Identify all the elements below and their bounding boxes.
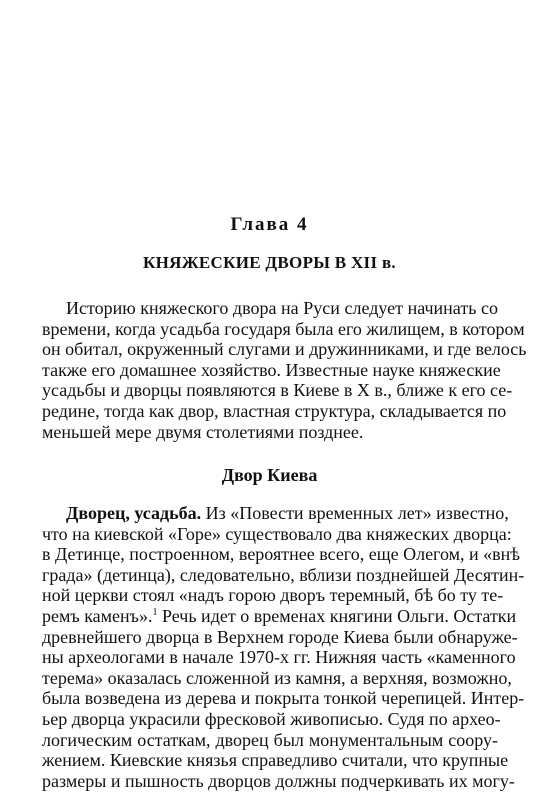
text-line: что на киевской «Горе» существовало два княжеских дворца: (42, 523, 512, 544)
footnote-marker[interactable]: 1 (152, 606, 158, 618)
text-line-first (42, 503, 509, 524)
run-in-heading: Дворец, усадьба. (66, 503, 202, 523)
text-line: логическим остаткам, дворец был монументальным соору- (42, 729, 498, 750)
text-line: Историю княжеского двора на Руси следует начинать со (66, 298, 498, 318)
text-line: размеры и пышность дворцов должны подчеркивать их могу- (42, 770, 515, 791)
text-line: также его домашнее хозяйство. Известные науке княжеские (42, 359, 501, 380)
text-line: ны археологами в начале 1970-х гг. Нижняя часть «каменного (42, 647, 516, 668)
text-line: древнейшего дворца в Верхнем городе Киева были обнаруже- (42, 626, 518, 647)
text-line: ьер дворца украсили фресковой живописью. Судя по архео- (42, 708, 501, 729)
text-line: меньшей мере двумя столетиями позднее. (42, 421, 364, 442)
text-line: времени, когда усадьба государя была его жилищем, в котором (42, 318, 525, 339)
intro-paragraph (42, 298, 527, 442)
text-line: ной церкви стоял «надъ горою дворъ теремный, бѣ бо ту те- (42, 585, 504, 606)
text-line: терема» оказалась сложенной из камня, а верхняя, возможно, (42, 667, 512, 688)
body-paragraph (42, 503, 525, 791)
text-line: была возведена из дерева и покрыта тонкой черепицей. Интер- (42, 688, 525, 709)
text-line-with-footnote (42, 605, 517, 627)
text-line: он обитал, окруженный слугами и дружинниками, и где велось (42, 339, 527, 360)
text-line: жением. Киевские князья справедливо считали, что крупные (42, 750, 509, 771)
chapter-title: КНЯЖЕСКИЕ ДВОРЫ В XII в. (143, 253, 396, 272)
section-heading: Двор Киева (221, 465, 318, 485)
text-line: града» (детинца), следовательно, вблизи позднейшей Десятин- (42, 564, 525, 585)
chapter-number: Глава 4 (230, 214, 309, 235)
text-run: Речь идет о временах княгини Ольги. Остатки (157, 605, 517, 626)
text-run: Из «Повести временных лет» известно, (201, 503, 509, 523)
text-line: усадьбы и дворцы появляются в Киеве в X в., ближе к его се- (42, 380, 513, 401)
text-line: редине, тогда как двор, властная структура, складывается по (42, 400, 507, 421)
text-line: в Детинце, построенном, вероятнее всего, еще Олегом, и «внѣ (42, 544, 521, 565)
text-run: ремъ каменъ». (42, 605, 153, 626)
